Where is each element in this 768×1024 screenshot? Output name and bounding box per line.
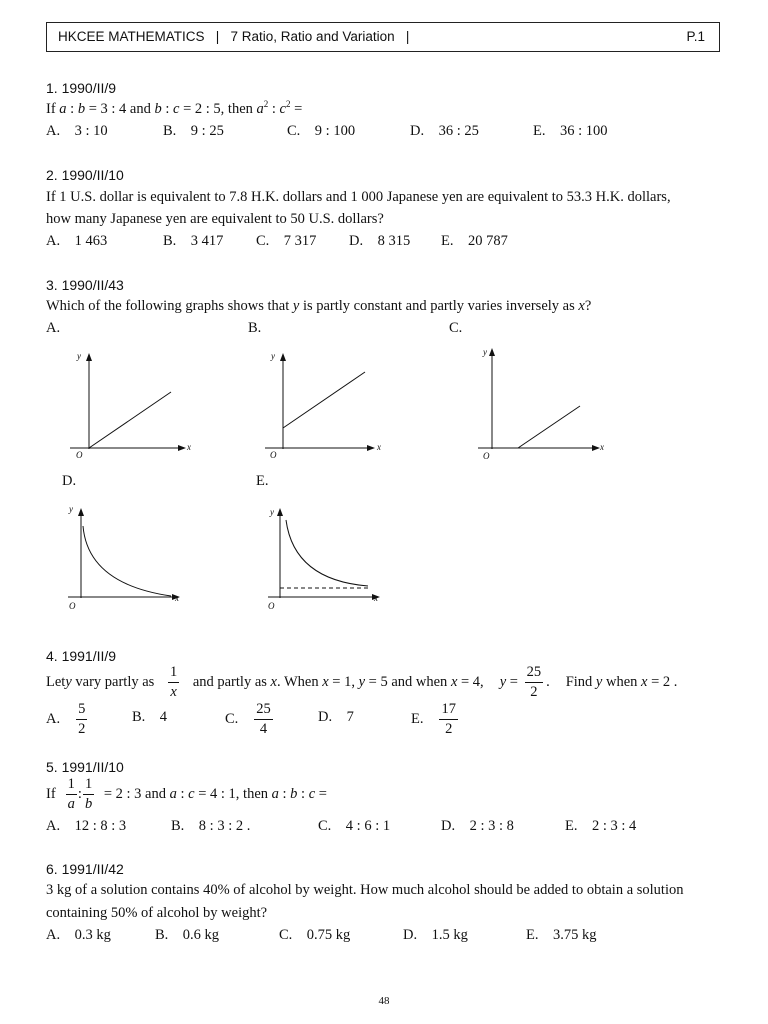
graph-e-curve bbox=[286, 520, 368, 586]
graph-e-y-label: y bbox=[270, 507, 274, 517]
graph-a-x-arrow bbox=[178, 445, 186, 451]
graph-d-x-label: x bbox=[175, 593, 179, 603]
graph-b-y-arrow bbox=[280, 353, 286, 361]
graph-a-origin-label: O bbox=[76, 450, 83, 460]
q4-prompt-fraction-one-over-x: $\frac{1}{x}$ bbox=[169, 664, 178, 700]
q5-option-e: E. 2 : 3 : 4 bbox=[565, 818, 637, 834]
graph-e-origin-label: O bbox=[268, 601, 275, 611]
q4-prompt: Let y vary partly as $\frac{1}{x}$ and partly as x . When x = 1, y = 5 and when x = 4, y = $\frac{25}{2}$ . Find y when x = 2 . bbox=[46, 664, 678, 700]
graph-d bbox=[60, 500, 200, 615]
graph-c-y-arrow bbox=[489, 348, 495, 356]
header-page: P.1 bbox=[686, 29, 705, 44]
graph-c-origin-label: O bbox=[483, 451, 490, 461]
q4-option-d: D. 7 bbox=[318, 709, 354, 725]
q3-label-d: D. bbox=[62, 473, 77, 489]
q3-label-e: E. bbox=[256, 473, 269, 489]
q3-label-b: B. bbox=[248, 320, 262, 336]
graph-c bbox=[470, 340, 610, 465]
q4-option-c: C. $\frac{25}{4}$ bbox=[225, 701, 271, 737]
q6-heading: 6. 1991/II/42 bbox=[46, 861, 124, 877]
q4-option-b: B. 4 bbox=[132, 709, 168, 725]
q1-option-c: C. 9 : 100 bbox=[287, 123, 356, 139]
q1-option-d: D. 36 : 25 bbox=[410, 123, 479, 139]
q4-option-a: A. $\frac{5}{2}$ bbox=[46, 701, 86, 737]
graph-e-x-label: x bbox=[374, 593, 378, 603]
q3-prompt: Which of the following graphs shows that y is partly constant and partly varies inversely as x? bbox=[46, 298, 592, 314]
q5-heading: 5. 1991/II/10 bbox=[46, 759, 124, 775]
q6-option-c: C. 0.75 kg bbox=[279, 927, 351, 943]
graph-c-x-arrow bbox=[592, 445, 600, 451]
q2-line2: how many Japanese yen are equivalent to 50 U.S. dollars? bbox=[46, 211, 384, 227]
q4-option-e: E. $\frac{17}{2}$ bbox=[411, 701, 456, 737]
graph-c-y-label: y bbox=[483, 347, 487, 357]
q6-line2: containing 50% of alcohol by weight? bbox=[46, 905, 268, 921]
graph-b-y-label: y bbox=[271, 351, 275, 361]
q5-option-b: B. 8 : 3 : 2 . bbox=[171, 818, 251, 834]
q5-option-d: D. 2 : 3 : 8 bbox=[441, 818, 514, 834]
graph-a-curve bbox=[89, 392, 171, 448]
q2-option-c: C. 7 317 bbox=[256, 233, 317, 249]
graph-a-y-label: y bbox=[77, 351, 81, 361]
q2-option-d: D. 8 315 bbox=[349, 233, 411, 249]
q4-heading: 4. 1991/II/9 bbox=[46, 648, 117, 664]
q2-line1: If 1 U.S. dollar is equivalent to 7.8 H.K. dollars and 1 000 Japanese yen are equivalent to 53.3 H.K. dollars, bbox=[46, 189, 671, 205]
graph-e bbox=[260, 500, 400, 615]
q3-heading: 3. 1990/II/43 bbox=[46, 277, 124, 293]
q1-option-e: E. 36 : 100 bbox=[533, 123, 608, 139]
graph-d-curve bbox=[83, 526, 171, 596]
graph-d-y-label: y bbox=[69, 504, 73, 514]
graph-b-x-label: x bbox=[377, 442, 381, 452]
page-number: 48 bbox=[378, 995, 390, 1007]
header-title: HKCEE MATHEMATICS | 7 Ratio, Ratio and Variation | bbox=[58, 29, 410, 44]
q4-prompt-fraction-25-over-2: $\frac{25}{2}$ bbox=[526, 664, 542, 700]
q2-option-b: B. 3 417 bbox=[163, 233, 224, 249]
q6-option-e: E. 3.75 kg bbox=[526, 927, 597, 943]
q6-option-a: A. 0.3 kg bbox=[46, 927, 111, 943]
q6-option-b: B. 0.6 kg bbox=[155, 927, 220, 943]
graph-c-x-label: x bbox=[600, 442, 604, 452]
q5-option-a: A. 12 : 8 : 3 bbox=[46, 818, 127, 834]
q2-option-e: E. 20 787 bbox=[441, 233, 508, 249]
graph-a-x-label: x bbox=[187, 442, 191, 452]
graph-d-y-arrow bbox=[78, 508, 84, 516]
graph-e-y-arrow bbox=[277, 508, 283, 516]
q1-option-a: A. 3 : 10 bbox=[46, 123, 108, 139]
graph-d-origin-label: O bbox=[69, 601, 76, 611]
q1-prompt: If a : b = 3 : 4 and b : c = 2 : 5, then $a^2$ : $c^2$ = bbox=[46, 99, 303, 117]
q5-fraction-one-over-a: $\frac{1}{a}$ bbox=[67, 776, 75, 812]
graph-a bbox=[60, 345, 200, 465]
q6-option-d: D. 1.5 kg bbox=[403, 927, 468, 943]
q5-fraction-one-over-b: $\frac{1}{b}$ bbox=[84, 776, 93, 812]
page-header bbox=[46, 22, 720, 52]
graph-b bbox=[255, 345, 395, 465]
graph-b-origin-label: O bbox=[270, 450, 277, 460]
q3-label-a: A. bbox=[46, 320, 61, 336]
q1-option-b: B. 9 : 25 bbox=[163, 123, 224, 139]
q2-heading: 2. 1990/II/10 bbox=[46, 167, 124, 183]
graph-b-x-arrow bbox=[367, 445, 375, 451]
q6-line1: 3 kg of a solution contains 40% of alcohol by weight. How much alcohol should be added to obtain a solution bbox=[46, 882, 684, 898]
q5-option-c: C. 4 : 6 : 1 bbox=[318, 818, 391, 834]
q3-label-c: C. bbox=[449, 320, 463, 336]
q5-prompt: If $\frac{1}{a}$ : $\frac{1}{b}$ = 2 : 3 and a : c = 4 : 1, then a : b : c = bbox=[46, 776, 327, 812]
graph-c-curve bbox=[518, 406, 580, 448]
q2-option-a: A. 1 463 bbox=[46, 233, 108, 249]
graph-b-curve bbox=[283, 372, 365, 428]
q1-heading: 1. 1990/II/9 bbox=[46, 80, 117, 96]
graph-a-y-arrow bbox=[86, 353, 92, 361]
